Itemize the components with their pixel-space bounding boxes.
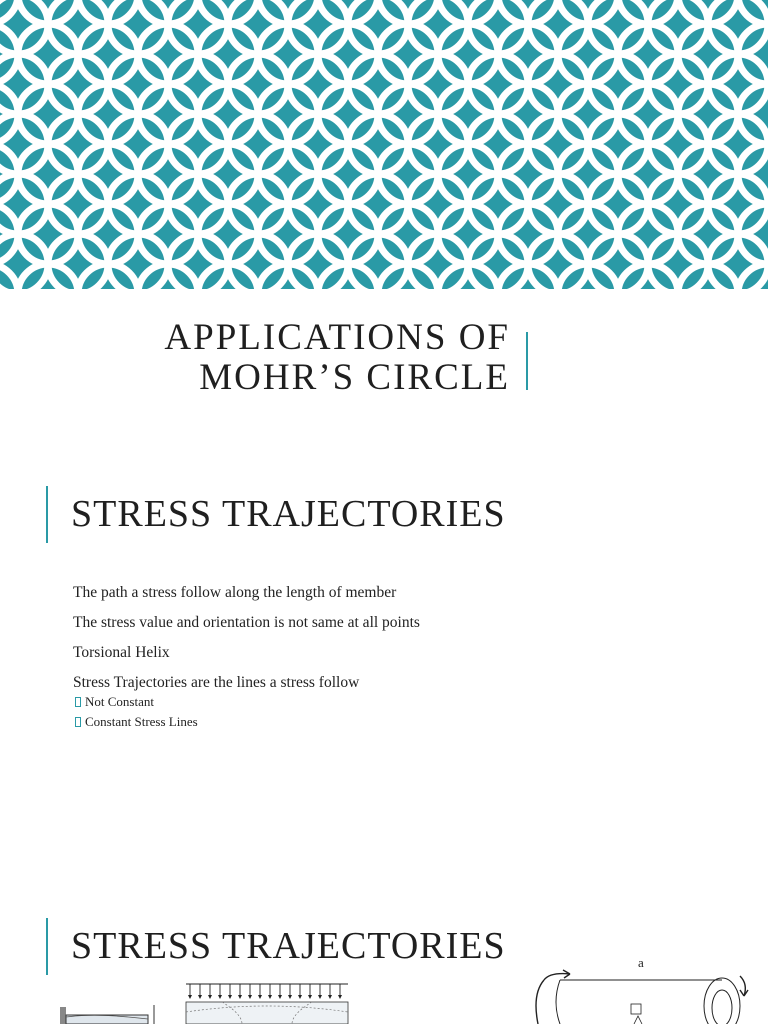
bullet-list [73, 578, 420, 732]
bullet-item: The path a stress follow along the length of member [73, 584, 397, 601]
sub-bullet-text: Not Constant [85, 694, 154, 709]
sub-bullet-item [73, 712, 420, 732]
circle-lattice-pattern [0, 0, 768, 289]
heading-accent-bar [46, 918, 48, 975]
title-line-2: MOHR’S CIRCLE [199, 357, 510, 398]
bullet-marker-icon [75, 717, 81, 727]
heading-accent-bar [46, 486, 48, 543]
slide-heading: STRESS TRAJECTORIES [71, 925, 506, 967]
bullet-item: Torsional Helix [73, 644, 170, 661]
title-line-1: APPLICATIONS OF [164, 317, 510, 358]
beam-stress-figure [58, 1005, 158, 1024]
decorative-banner [0, 0, 768, 289]
sub-bullet-list [73, 692, 420, 732]
bullet-item: Stress Trajectories are the lines a stress follow [73, 674, 360, 691]
distributed-load-figure [182, 982, 352, 1024]
title-accent-bar [526, 332, 528, 390]
presentation-title [164, 318, 510, 398]
bullet-marker-icon [75, 697, 81, 707]
torsion-cylinder-figure [530, 966, 755, 1024]
sub-bullet-text: Constant Stress Lines [85, 714, 198, 729]
figure-label: a [638, 955, 644, 970]
slide-heading: STRESS TRAJECTORIES [71, 493, 506, 535]
bullet-item: The stress value and orientation is not same at all points [73, 614, 420, 631]
